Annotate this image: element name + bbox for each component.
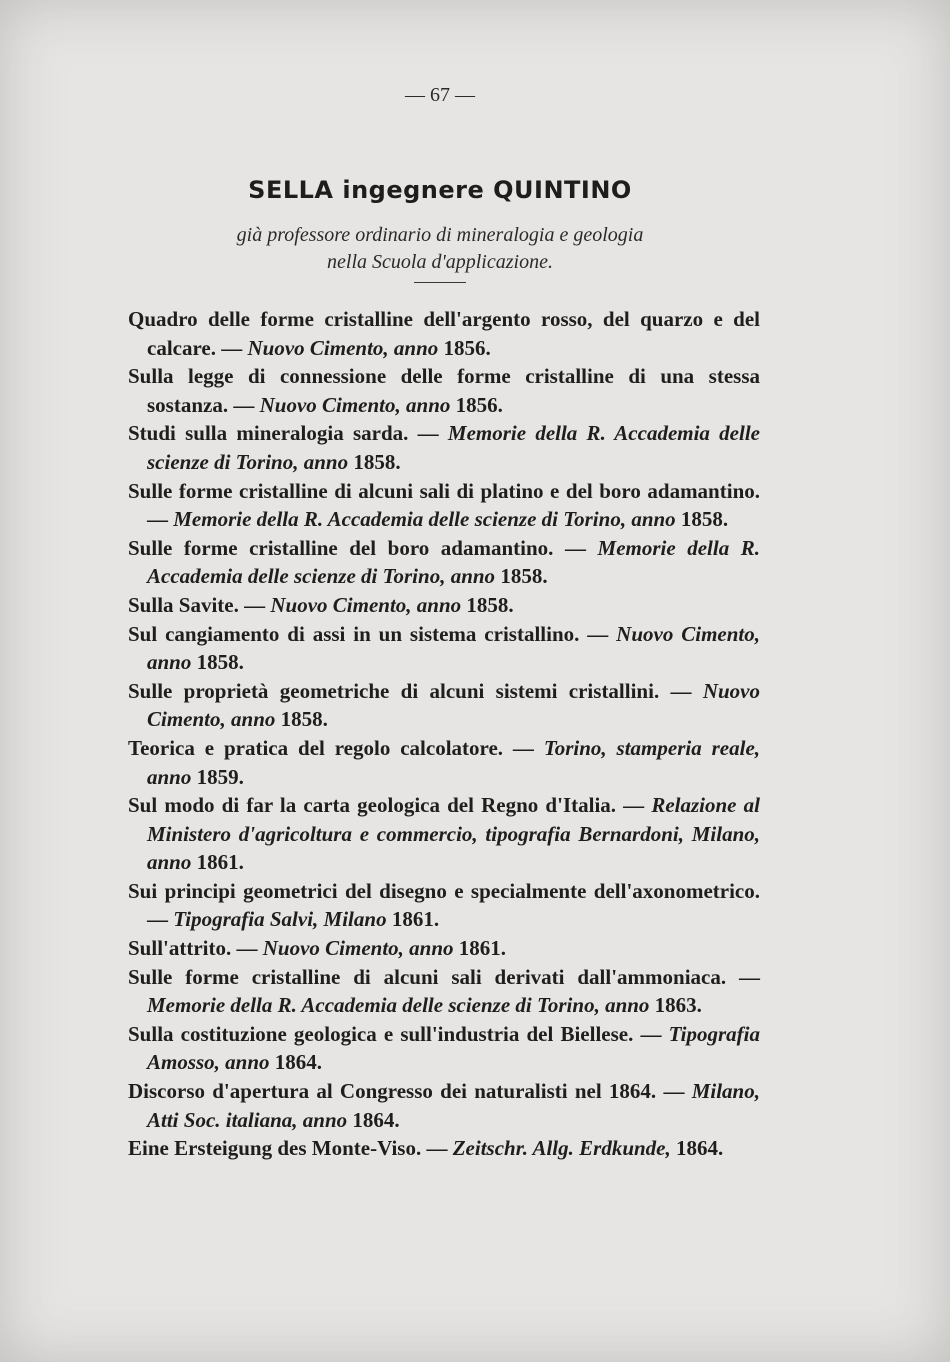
entry-title: Sull'attrito. — — [128, 936, 263, 961]
entry-year: 1856. — [443, 335, 491, 360]
entry-source: Nuovo Cimento, anno — [247, 335, 444, 360]
author-heading: SELLA ingegnere QUINTINO — [248, 176, 632, 204]
entry-source: Nuovo Cimento, anno — [270, 592, 467, 617]
entry-source: Tipografia Salvi, Milano — [173, 907, 392, 932]
entry-year: 1858. — [196, 650, 244, 675]
affiliation-line-1: già professore ordinario di mineralogia e geologia — [236, 224, 644, 246]
entry-source: Relazione al Ministero d'agricoltura e commercio, tipografia Bernardoni, Milano, anno — [147, 793, 760, 875]
entry-title: Sul modo di far la carta geologica del Regno d'Italia. — — [128, 793, 652, 818]
page-number: — 67 — — [405, 84, 475, 106]
entry-year: 1864. — [676, 1136, 724, 1161]
entry-year: 1858. — [680, 507, 729, 532]
bibliography-entry — [128, 591, 760, 620]
entry-year: 1858. — [280, 707, 328, 732]
entry-year: 1858. — [500, 564, 548, 589]
entry-title: Teorica e pratica del regolo calcolatore. — — [128, 735, 544, 760]
entry-source: Memorie della R. Accademia delle scienze di Torino, anno — [147, 535, 761, 589]
entry-year: 1861. — [458, 936, 507, 961]
entry-year: 1861. — [391, 907, 440, 932]
entry-source: Nuovo Cimento, anno — [147, 621, 760, 675]
entry-title: Sulle forme cristalline del boro adamantino. — — [128, 535, 598, 560]
entry-source: Memorie della R. Accademia delle scienze di Torino, anno — [147, 993, 655, 1018]
bibliography-entry — [128, 791, 760, 877]
bibliography-entry — [128, 305, 760, 362]
entry-year: 1863. — [654, 993, 702, 1018]
entry-source: Nuovo Cimento, anno — [147, 678, 760, 732]
affiliation-line-2: nella Scuola d'applicazione. — [327, 251, 553, 273]
bibliography-entry — [128, 877, 760, 934]
section-divider — [414, 282, 466, 283]
entry-source: Tipografia Amosso, anno — [147, 1021, 760, 1075]
entry-title: Quadro delle forme cristalline dell'argento rosso, del quarzo e del calcare. — — [128, 307, 760, 360]
entry-year: 1856. — [455, 392, 503, 417]
entry-source: Memorie della R. Accademia delle scienze di Torino, anno — [147, 421, 760, 474]
entry-title: Sul cangiamento di assi in un sistema cristallino. — — [128, 621, 617, 646]
entry-year: 1858. — [353, 449, 401, 474]
entry-year: 1859. — [196, 764, 244, 789]
bibliography-entry — [128, 934, 760, 963]
entry-year: 1858. — [466, 592, 514, 617]
entry-title: Sui principi geometrici del disegno e specialmente dell'axonometrico. — — [128, 878, 760, 932]
entry-source: Torino, stamperia reale, anno — [147, 735, 761, 789]
entry-source: Memorie della R. Accademia delle scienze di Torino, anno — [173, 507, 681, 532]
entry-title: Sulle proprietà geometriche di alcuni sistemi cristallini. — — [128, 678, 703, 703]
entry-title: Studi sulla mineralogia sarda. — — [128, 421, 448, 446]
entry-title: Sulla costituzione geologica e sull'industria del Biellese. — — [128, 1021, 669, 1046]
bibliography-entry — [128, 620, 760, 677]
bibliography-entry — [128, 1077, 760, 1134]
entry-year: 1861. — [196, 850, 244, 875]
bibliography-entry — [128, 534, 760, 591]
entry-title: Discorso d'apertura al Congresso dei naturalisti nel 1864. — — [128, 1079, 692, 1104]
bibliography-list — [128, 305, 760, 1163]
bibliography-entry — [128, 362, 760, 419]
entry-source: Milano, Atti Soc. italiana, anno — [147, 1079, 760, 1132]
entry-title: Sulla legge di connessione delle forme cristalline di una stessa sostanza. — — [128, 364, 760, 417]
entry-title: Eine Ersteigung des Monte-Viso. — — [128, 1136, 453, 1161]
entry-source: Zeitschr. Allg. Erdkunde, — [452, 1136, 676, 1161]
entry-title: Sulle forme cristalline di alcuni sali derivati dall'ammoniaca. — — [128, 964, 760, 989]
entry-title: Sulla Savite. — — [128, 592, 271, 617]
bibliography-entry — [128, 963, 760, 1020]
bibliography-entry — [128, 734, 760, 791]
bibliography-entry — [128, 477, 760, 534]
entry-year: 1864. — [274, 1050, 323, 1075]
bibliography-entry — [128, 1020, 760, 1077]
entry-title: Sulle forme cristalline di alcuni sali di platino e del boro adamantino. — — [128, 478, 760, 532]
entry-source: Nuovo Cimento, anno — [259, 392, 456, 417]
entry-source: Nuovo Cimento, anno — [262, 936, 459, 961]
bibliography-entry — [128, 1134, 760, 1163]
bibliography-entry — [128, 677, 760, 734]
entry-year: 1864. — [352, 1107, 400, 1132]
bibliography-entry — [128, 419, 760, 476]
